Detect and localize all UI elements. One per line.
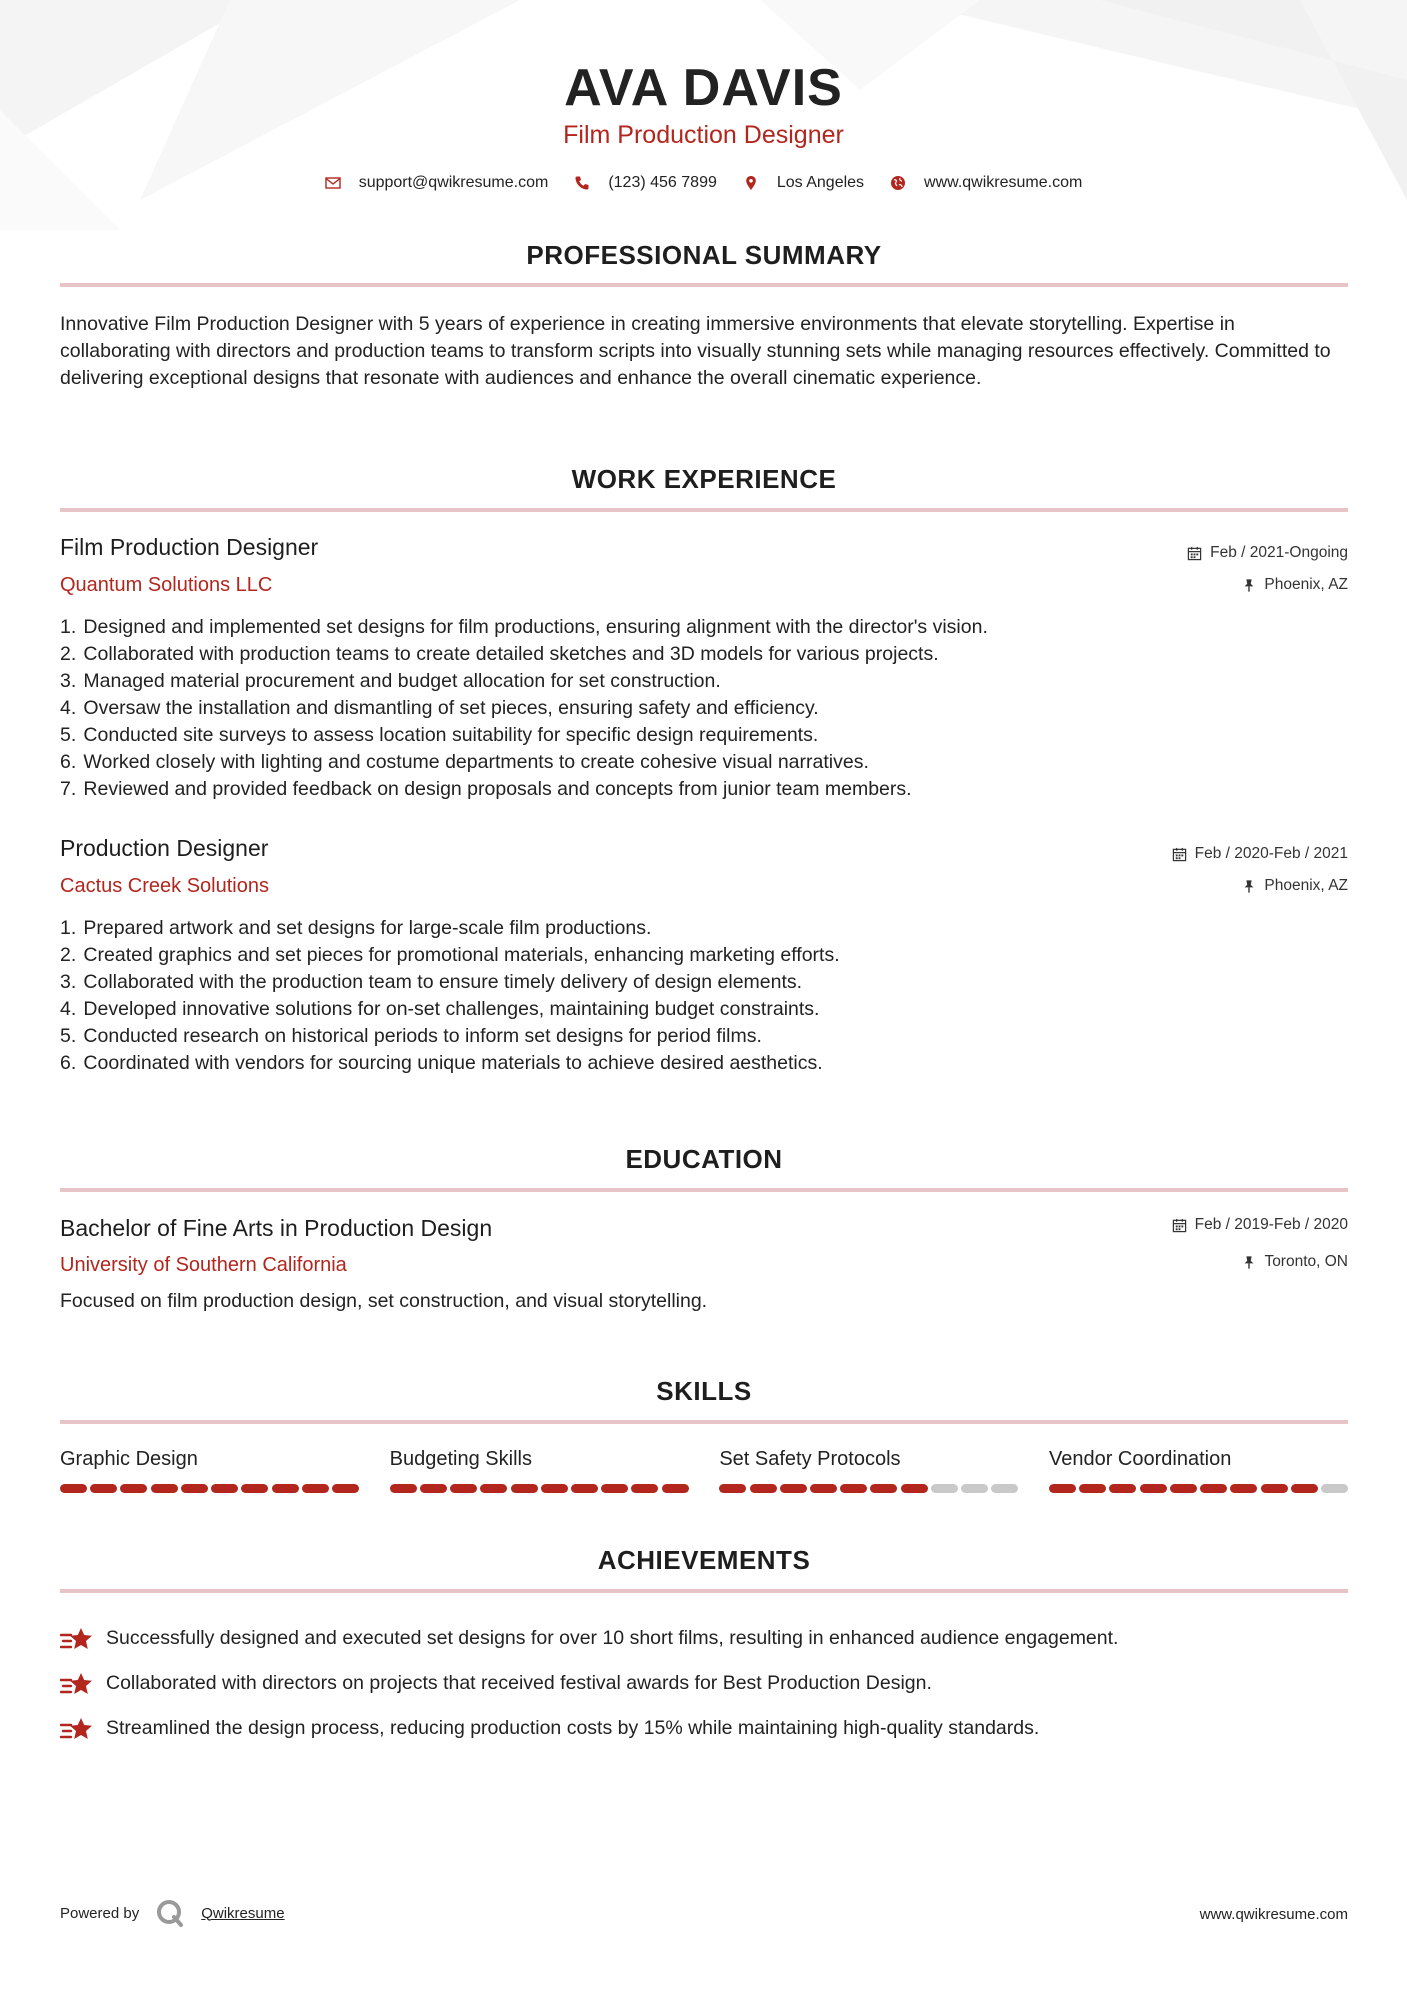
list-item: 5. Conducted research on historical periods to inform set designs for period films.: [60, 1025, 762, 1047]
powered-by-label: Powered by: [60, 1904, 140, 1922]
skill-segment-filled: [420, 1484, 447, 1493]
skill-name: Set Safety Protocols: [719, 1448, 901, 1470]
shooting-star-icon: [60, 1671, 94, 1697]
section-divider: [60, 1589, 1348, 1593]
job-location-text: Phoenix, AZ: [1264, 576, 1348, 593]
skill-segment-filled: [901, 1484, 928, 1493]
skill-segment-filled: [120, 1484, 147, 1493]
skill-segment-filled: [1049, 1484, 1076, 1493]
skill-segment-filled: [480, 1484, 507, 1493]
education-location-text: Toronto, ON: [1264, 1253, 1348, 1270]
skill-segment-filled: [511, 1484, 538, 1493]
skill-segment-filled: [302, 1484, 329, 1493]
contact-location: [743, 174, 864, 192]
skill-segment-filled: [601, 1484, 628, 1493]
skill-segment-filled: [1230, 1484, 1257, 1493]
skill-segment-empty: [931, 1484, 958, 1493]
list-item: 3. Managed material procurement and budget allocation for set construction.: [60, 670, 721, 692]
achievement-text: Collaborated with directors on projects that received festival awards for Best Production Design.: [106, 1672, 932, 1694]
list-item: 2. Collaborated with production teams to create detailed sketches and 3D models for various projects.: [60, 643, 939, 665]
section-title-skills: SKILLS: [656, 1376, 752, 1406]
list-item: 6. Coordinated with vendors for sourcing unique materials to achieve desired aesthetics.: [60, 1052, 823, 1074]
skill-segment-filled: [1170, 1484, 1197, 1493]
contact-email[interactable]: [325, 174, 549, 192]
job-title: Production Designer: [60, 835, 269, 861]
section-title-summary: PROFESSIONAL SUMMARY: [526, 240, 882, 270]
achievement-text: Streamlined the design process, reducing production costs by 15% while maintaining high-quality standards.: [106, 1717, 1040, 1739]
skill-segment-filled: [390, 1484, 417, 1493]
job-company: Quantum Solutions LLC: [60, 574, 273, 596]
list-item: 4. Developed innovative solutions for on-set challenges, maintaining budget constraints.: [60, 998, 820, 1020]
skill-item: [390, 1448, 689, 1493]
list-item: 1. Designed and implemented set designs for film productions, ensuring alignment with the director's vision.: [60, 616, 988, 638]
list-item: [60, 1616, 1348, 1661]
skill-segment-filled: [1140, 1484, 1167, 1493]
calendar-icon: [1172, 1218, 1187, 1233]
skill-segment-filled: [181, 1484, 208, 1493]
job-company: Cactus Creek Solutions: [60, 875, 269, 897]
skill-segment-filled: [272, 1484, 299, 1493]
section-divider: [60, 508, 1348, 512]
skill-level-bar: [60, 1484, 359, 1493]
skill-level-bar: [390, 1484, 689, 1493]
skill-segment-filled: [1109, 1484, 1136, 1493]
list-item: [60, 1706, 1348, 1751]
achievement-text: Successfully designed and executed set designs for over 10 short films, resulting in enhanced audience engagement.: [106, 1627, 1119, 1649]
skill-segment-filled: [571, 1484, 598, 1493]
job-location: [1242, 877, 1348, 895]
skill-segment-filled: [90, 1484, 117, 1493]
education-school: University of Southern California: [60, 1254, 347, 1276]
skill-item: [719, 1448, 1018, 1493]
contact-location-text: Los Angeles: [776, 174, 865, 191]
skill-segment-filled: [750, 1484, 777, 1493]
skill-segment-filled: [241, 1484, 268, 1493]
calendar-icon: [1187, 546, 1202, 561]
education-description: Focused on film production design, set construction, and visual storytelling.: [60, 1290, 708, 1312]
job-location-text: Phoenix, AZ: [1264, 877, 1348, 894]
job-dates: [1172, 845, 1348, 863]
footer-website[interactable]: www.qwikresume.com: [1199, 1906, 1348, 1923]
skill-segment-filled: [1200, 1484, 1227, 1493]
summary-text: Innovative Film Production Designer with 5 years of experience in creating immersive environments that elevate storytelling. Expertise in collaborating with directors and production teams to transform scripts into visually stunning sets while managing resources effectively. Committed to delivering exceptional designs that resonate with audiences and enhance the overall cinematic experience.: [60, 313, 1331, 389]
list-item: 4. Oversaw the installation and dismantling of set pieces, ensuring safety and efficiency.: [60, 697, 819, 719]
list-item: 3. Collaborated with the production team to ensure timely delivery of design elements.: [60, 971, 803, 993]
job-responsibilities: [60, 915, 1310, 1077]
skill-segment-empty: [961, 1484, 988, 1493]
skill-segment-empty: [991, 1484, 1018, 1493]
skill-segment-filled: [719, 1484, 746, 1493]
skill-segment-filled: [810, 1484, 837, 1493]
footer-powered-by: [60, 1898, 285, 1928]
education-dates: [1172, 1216, 1348, 1234]
section-divider: [60, 283, 1348, 287]
job-location: [1242, 576, 1348, 594]
skill-name: Budgeting Skills: [389, 1448, 532, 1470]
skill-item: [1049, 1448, 1348, 1493]
skill-segment-filled: [780, 1484, 807, 1493]
map-pin-icon: [743, 175, 759, 191]
skill-segment-empty: [1321, 1484, 1348, 1493]
skill-segment-filled: [332, 1484, 359, 1493]
skill-segment-filled: [60, 1484, 87, 1493]
list-item: [60, 1661, 1348, 1706]
achievements-list: [60, 1616, 1348, 1751]
skill-item: [60, 1448, 359, 1493]
qwikresume-link[interactable]: Qwikresume: [201, 1904, 285, 1922]
job-responsibilities: [60, 614, 1310, 803]
skill-segment-filled: [662, 1484, 689, 1493]
envelope-icon: [325, 175, 341, 191]
skill-name: Vendor Coordination: [1048, 1448, 1232, 1470]
section-title-experience: WORK EXPERIENCE: [571, 464, 837, 494]
job-dates-text: Feb / 2021-Ongoing: [1210, 544, 1348, 561]
education-degree: Bachelor of Fine Arts in Production Design: [60, 1215, 493, 1241]
skill-segment-filled: [1291, 1484, 1318, 1493]
pushpin-icon: [1242, 578, 1256, 593]
section-divider: [60, 1420, 1348, 1424]
skill-segment-filled: [840, 1484, 867, 1493]
shooting-star-icon: [60, 1716, 94, 1742]
section-title-education: EDUCATION: [625, 1144, 783, 1174]
list-item: 1. Prepared artwork and set designs for large-scale film productions.: [60, 917, 652, 939]
calendar-icon: [1172, 847, 1187, 862]
job-dates-text: Feb / 2020-Feb / 2021: [1194, 845, 1348, 862]
candidate-role: Film Production Designer: [563, 121, 844, 149]
pushpin-icon: [1242, 1255, 1256, 1270]
list-item: 5. Conducted site surveys to assess location suitability for specific design requirements.: [60, 724, 819, 746]
skill-segment-filled: [631, 1484, 658, 1493]
education-dates-text: Feb / 2019-Feb / 2020: [1194, 1216, 1348, 1233]
job-title: Film Production Designer: [60, 534, 319, 560]
globe-icon: [890, 175, 906, 191]
skill-segment-filled: [541, 1484, 568, 1493]
skill-level-bar: [719, 1484, 1018, 1493]
shooting-star-icon: [60, 1626, 94, 1652]
list-item: 2. Created graphics and set pieces for promotional materials, enhancing marketing efforts.: [60, 944, 840, 966]
contact-bar: [0, 174, 1407, 192]
skill-segment-filled: [450, 1484, 477, 1493]
contact-website[interactable]: [890, 174, 1082, 192]
skill-segment-filled: [211, 1484, 238, 1493]
skill-name: Graphic Design: [60, 1448, 198, 1470]
list-item: 7. Reviewed and provided feedback on design proposals and concepts from junior team members.: [60, 778, 912, 800]
qwikresume-logo-icon: [155, 1898, 185, 1928]
phone-icon: [574, 175, 590, 191]
candidate-name: AVA DAVIS: [564, 59, 843, 117]
contact-website-text: www.qwikresume.com: [924, 174, 1083, 191]
skill-segment-filled: [1079, 1484, 1106, 1493]
job-dates: [1187, 544, 1348, 562]
section-divider: [60, 1188, 1348, 1192]
list-item: 6. Worked closely with lighting and costume departments to create cohesive visual narratives.: [60, 751, 869, 773]
skill-segment-filled: [1261, 1484, 1288, 1493]
skills-list: [60, 1448, 1348, 1493]
section-title-achievements: ACHIEVEMENTS: [597, 1545, 811, 1575]
contact-phone[interactable]: [574, 174, 717, 192]
pushpin-icon: [1242, 879, 1256, 894]
skill-level-bar: [1049, 1484, 1348, 1493]
education-location: [1242, 1253, 1348, 1271]
skill-segment-filled: [870, 1484, 897, 1493]
contact-phone-text: (123) 456 7899: [608, 174, 717, 191]
contact-email-text: support@qwikresume.com: [358, 174, 549, 191]
skill-segment-filled: [151, 1484, 178, 1493]
